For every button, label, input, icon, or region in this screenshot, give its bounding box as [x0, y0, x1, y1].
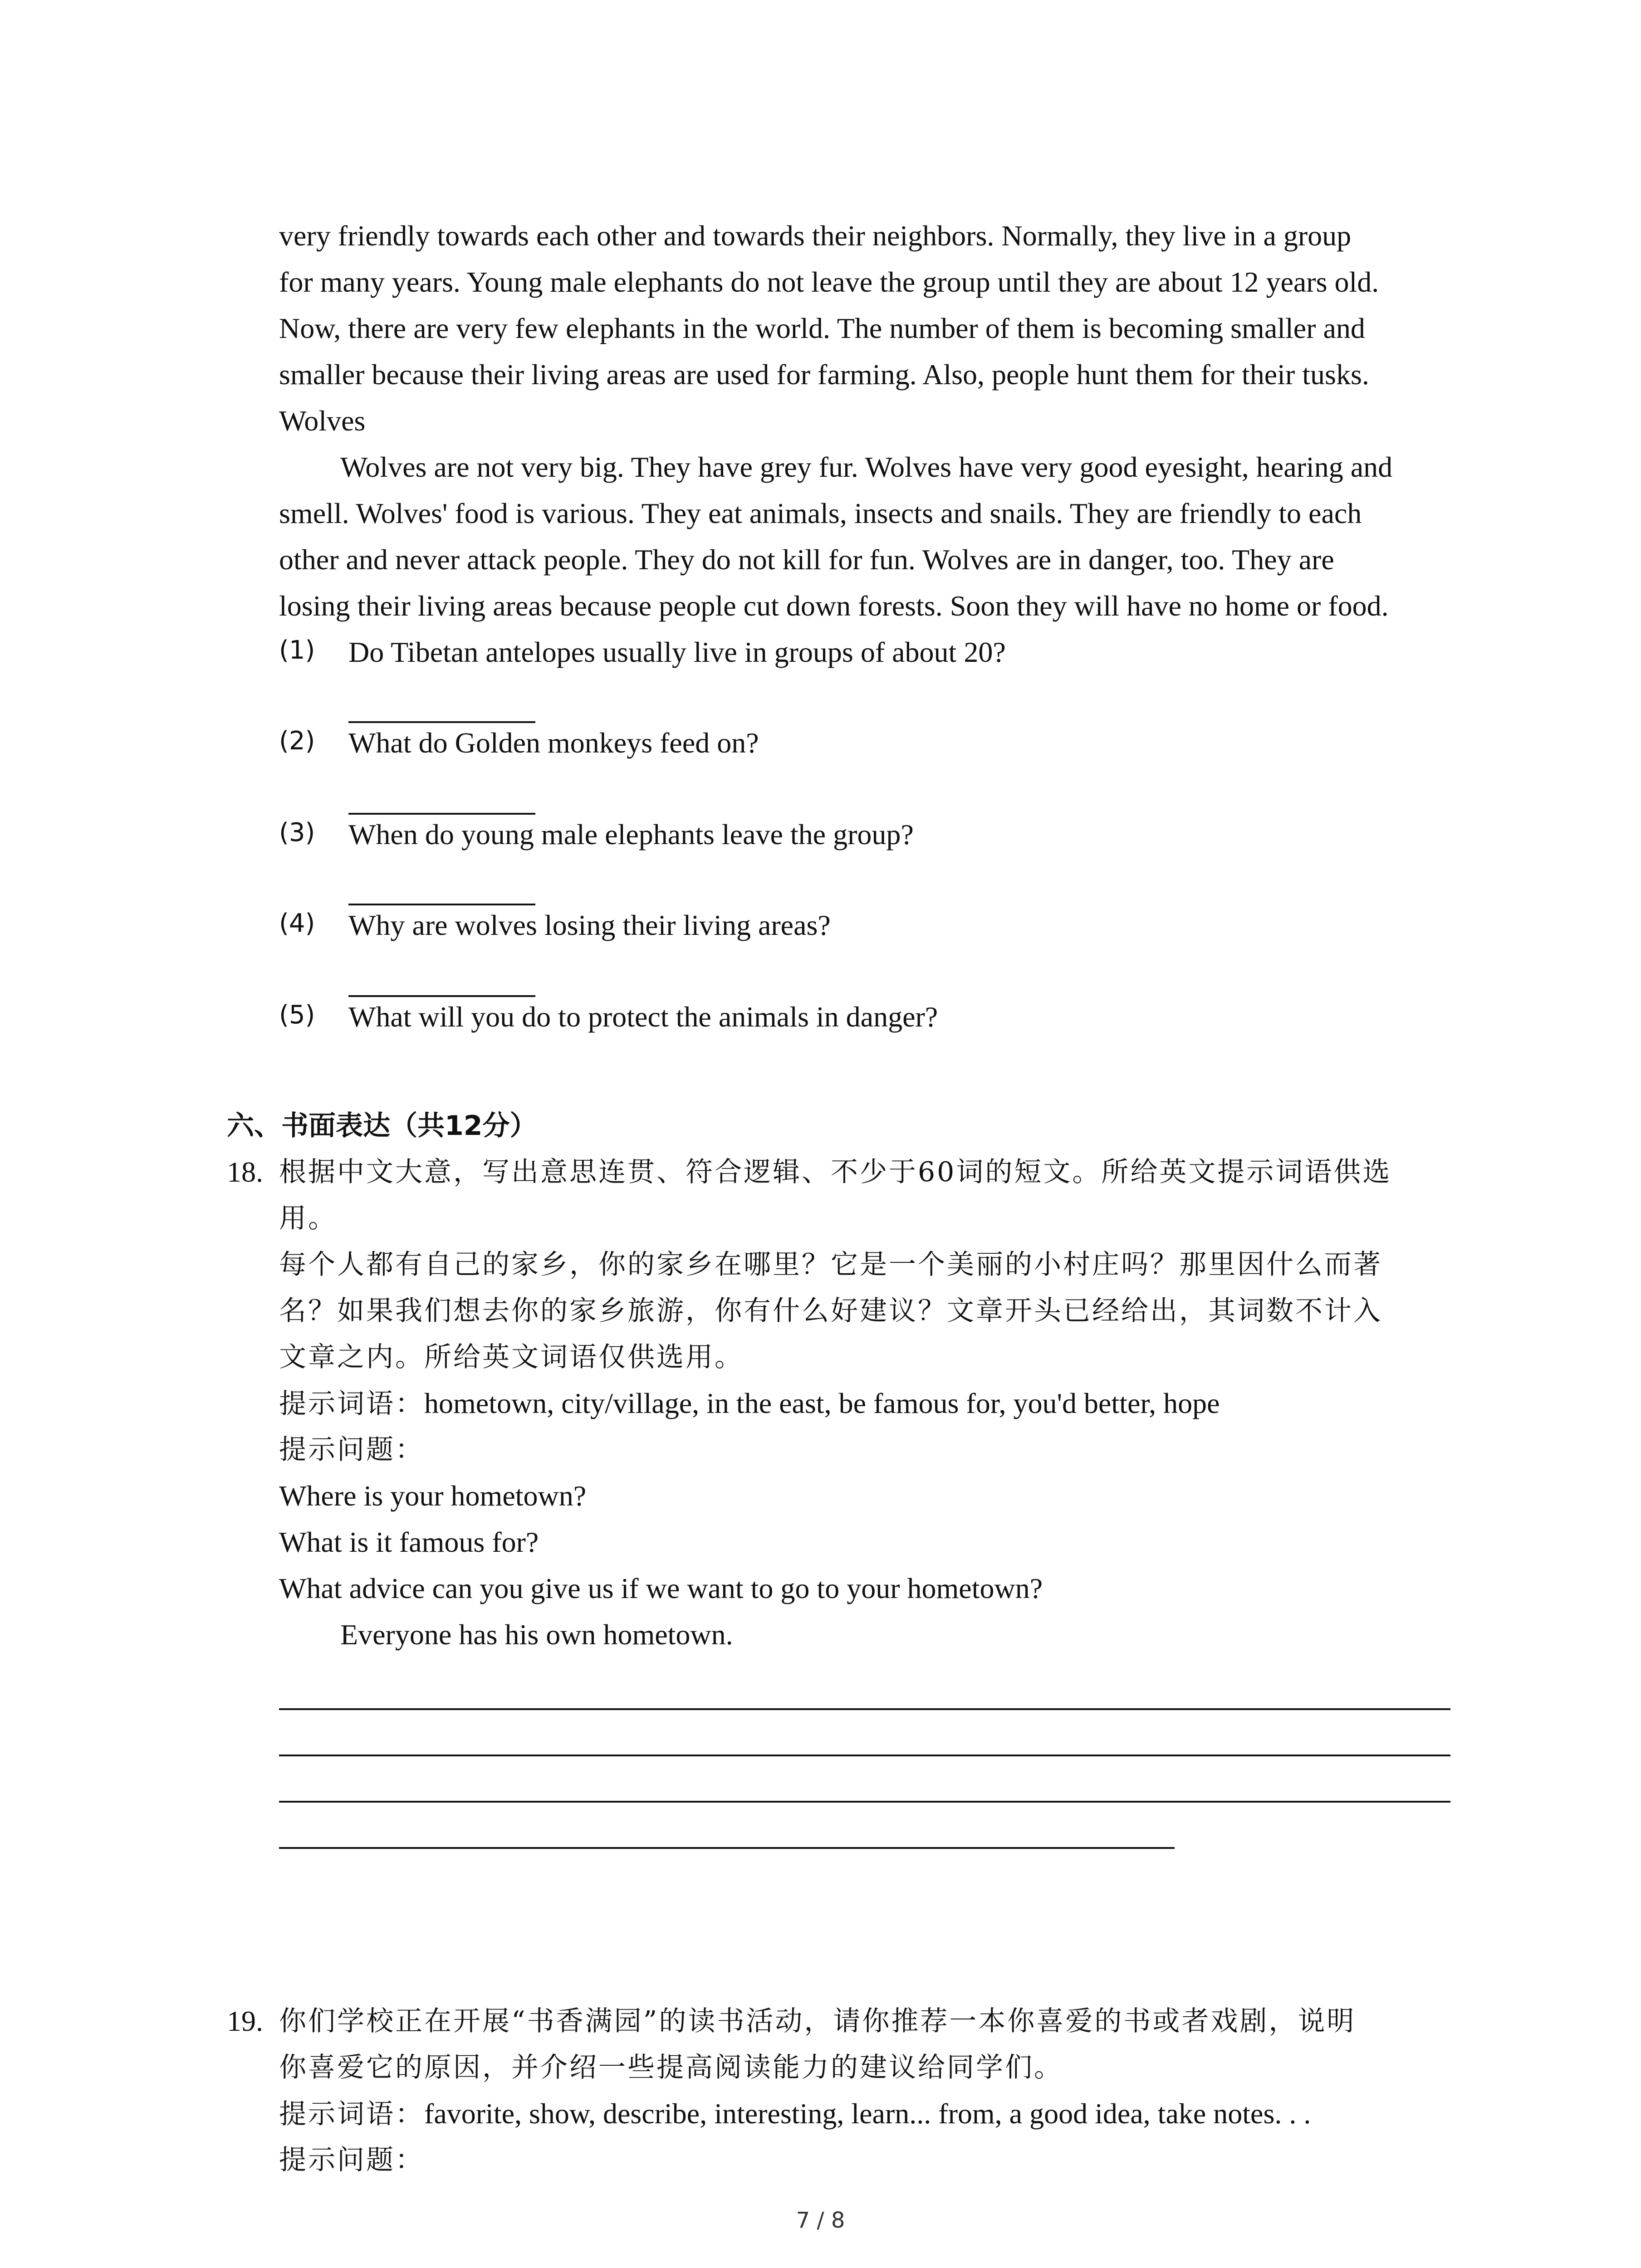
question-18-text: 每个人都有自己的家乡，你的家乡在哪里？它是一个美丽的小村庄吗？那里因什么而著	[279, 1249, 1382, 1281]
question-text: Do Tibetan antelopes usually live in groups of about 20?	[348, 636, 1006, 668]
passage-line: very friendly towards each other and towards their neighbors. Normally, they live in a group	[279, 220, 1352, 252]
passage-line: smaller because their living areas are used for farming. Also, people hunt them for their tusks.	[279, 358, 1369, 391]
writing-line[interactable]	[279, 1801, 1450, 1803]
writing-line[interactable]	[279, 1708, 1450, 1710]
question-19-text: 你们学校正在开展“书香满园”的读书活动，请你推荐一本你喜爱的书或者戏剧，说明	[279, 2005, 1356, 2037]
question-text: What do Golden monkeys feed on?	[348, 727, 759, 759]
question-number: (3)	[279, 818, 315, 847]
question-text: When do young male elephants leave the group?	[348, 818, 914, 850]
question-number: (5)	[279, 1000, 315, 1030]
question-number-18: 18.	[227, 1156, 263, 1188]
question-number: (4)	[279, 909, 315, 938]
question-text: What will you do to protect the animals in danger?	[348, 1001, 938, 1033]
passage-line: losing their living areas because people cut down forests. Soon they will have no home or food.	[279, 590, 1389, 622]
passage-line: Now, there are very few elephants in the world. The number of them is becoming smaller and	[279, 312, 1365, 344]
question-18-text: 名？如果我们想去你的家乡旅游，你有什么好建议？文章开头已经给出，其词数不计入	[279, 1295, 1382, 1327]
hint-words	[279, 2096, 1311, 2132]
answer-blank[interactable]	[348, 904, 535, 905]
page-number: 7 / 8	[796, 2208, 845, 2233]
hint-questions-label: 提示问题：	[279, 1434, 424, 1466]
hint-words-label: 提示词语：	[279, 1388, 424, 1420]
hint-words-value: favorite, show, describe, interesting, learn... from, a good idea, take notes. . .	[424, 2097, 1311, 2130]
writing-line[interactable]	[279, 1847, 1175, 1849]
question-18-text: 用。	[279, 1202, 337, 1234]
essay-starter: Everyone has his own hometown.	[340, 1618, 733, 1651]
question-number: (1)	[279, 635, 315, 665]
passage-line: Wolves are not very big. They have grey fur. Wolves have very good eyesight, hearing and	[340, 451, 1393, 483]
writing-line[interactable]	[279, 1755, 1450, 1756]
section-heading-wolves: Wolves	[279, 405, 366, 437]
passage-line: for many years. Young male elephants do not leave the group until they are about 12 years old.	[279, 266, 1379, 298]
passage-line: smell. Wolves' food is various. They eat animals, insects and snails. They are friendly to each	[279, 497, 1362, 529]
question-18-text: 根据中文大意，写出意思连贯、符合逻辑、不少于60词的短文。所给英文提示词语供选	[279, 1156, 1392, 1188]
answer-blank[interactable]	[348, 721, 535, 723]
hint-questions-label: 提示问题：	[279, 2144, 424, 2176]
hint-words-value: hometown, city/village, in the east, be famous for, you'd better, hope	[424, 1387, 1220, 1419]
hint-question: What advice can you give us if we want to go to your hometown?	[279, 1572, 1043, 1604]
passage-line: other and never attack people. They do not kill for fun. Wolves are in danger, too. They are	[279, 543, 1334, 576]
question-19-text: 你喜爱它的原因，并介绍一些提高阅读能力的建议给同学们。	[279, 2052, 1063, 2083]
question-number: (2)	[279, 726, 315, 756]
section-title: 六、书面表达（共12分）	[227, 1110, 537, 1142]
answer-blank[interactable]	[348, 813, 535, 815]
answer-blank[interactable]	[348, 995, 535, 997]
hint-question: What is it famous for?	[279, 1526, 539, 1558]
question-number-19: 19.	[227, 2005, 263, 2037]
hint-words-label: 提示词语：	[279, 2098, 424, 2130]
question-18-text: 文章之内。所给英文词语仅供选用。	[279, 1341, 744, 1373]
hint-question: Where is your hometown?	[279, 1480, 587, 1512]
hint-words	[279, 1385, 1220, 1422]
question-text: Why are wolves losing their living areas?	[348, 909, 831, 941]
